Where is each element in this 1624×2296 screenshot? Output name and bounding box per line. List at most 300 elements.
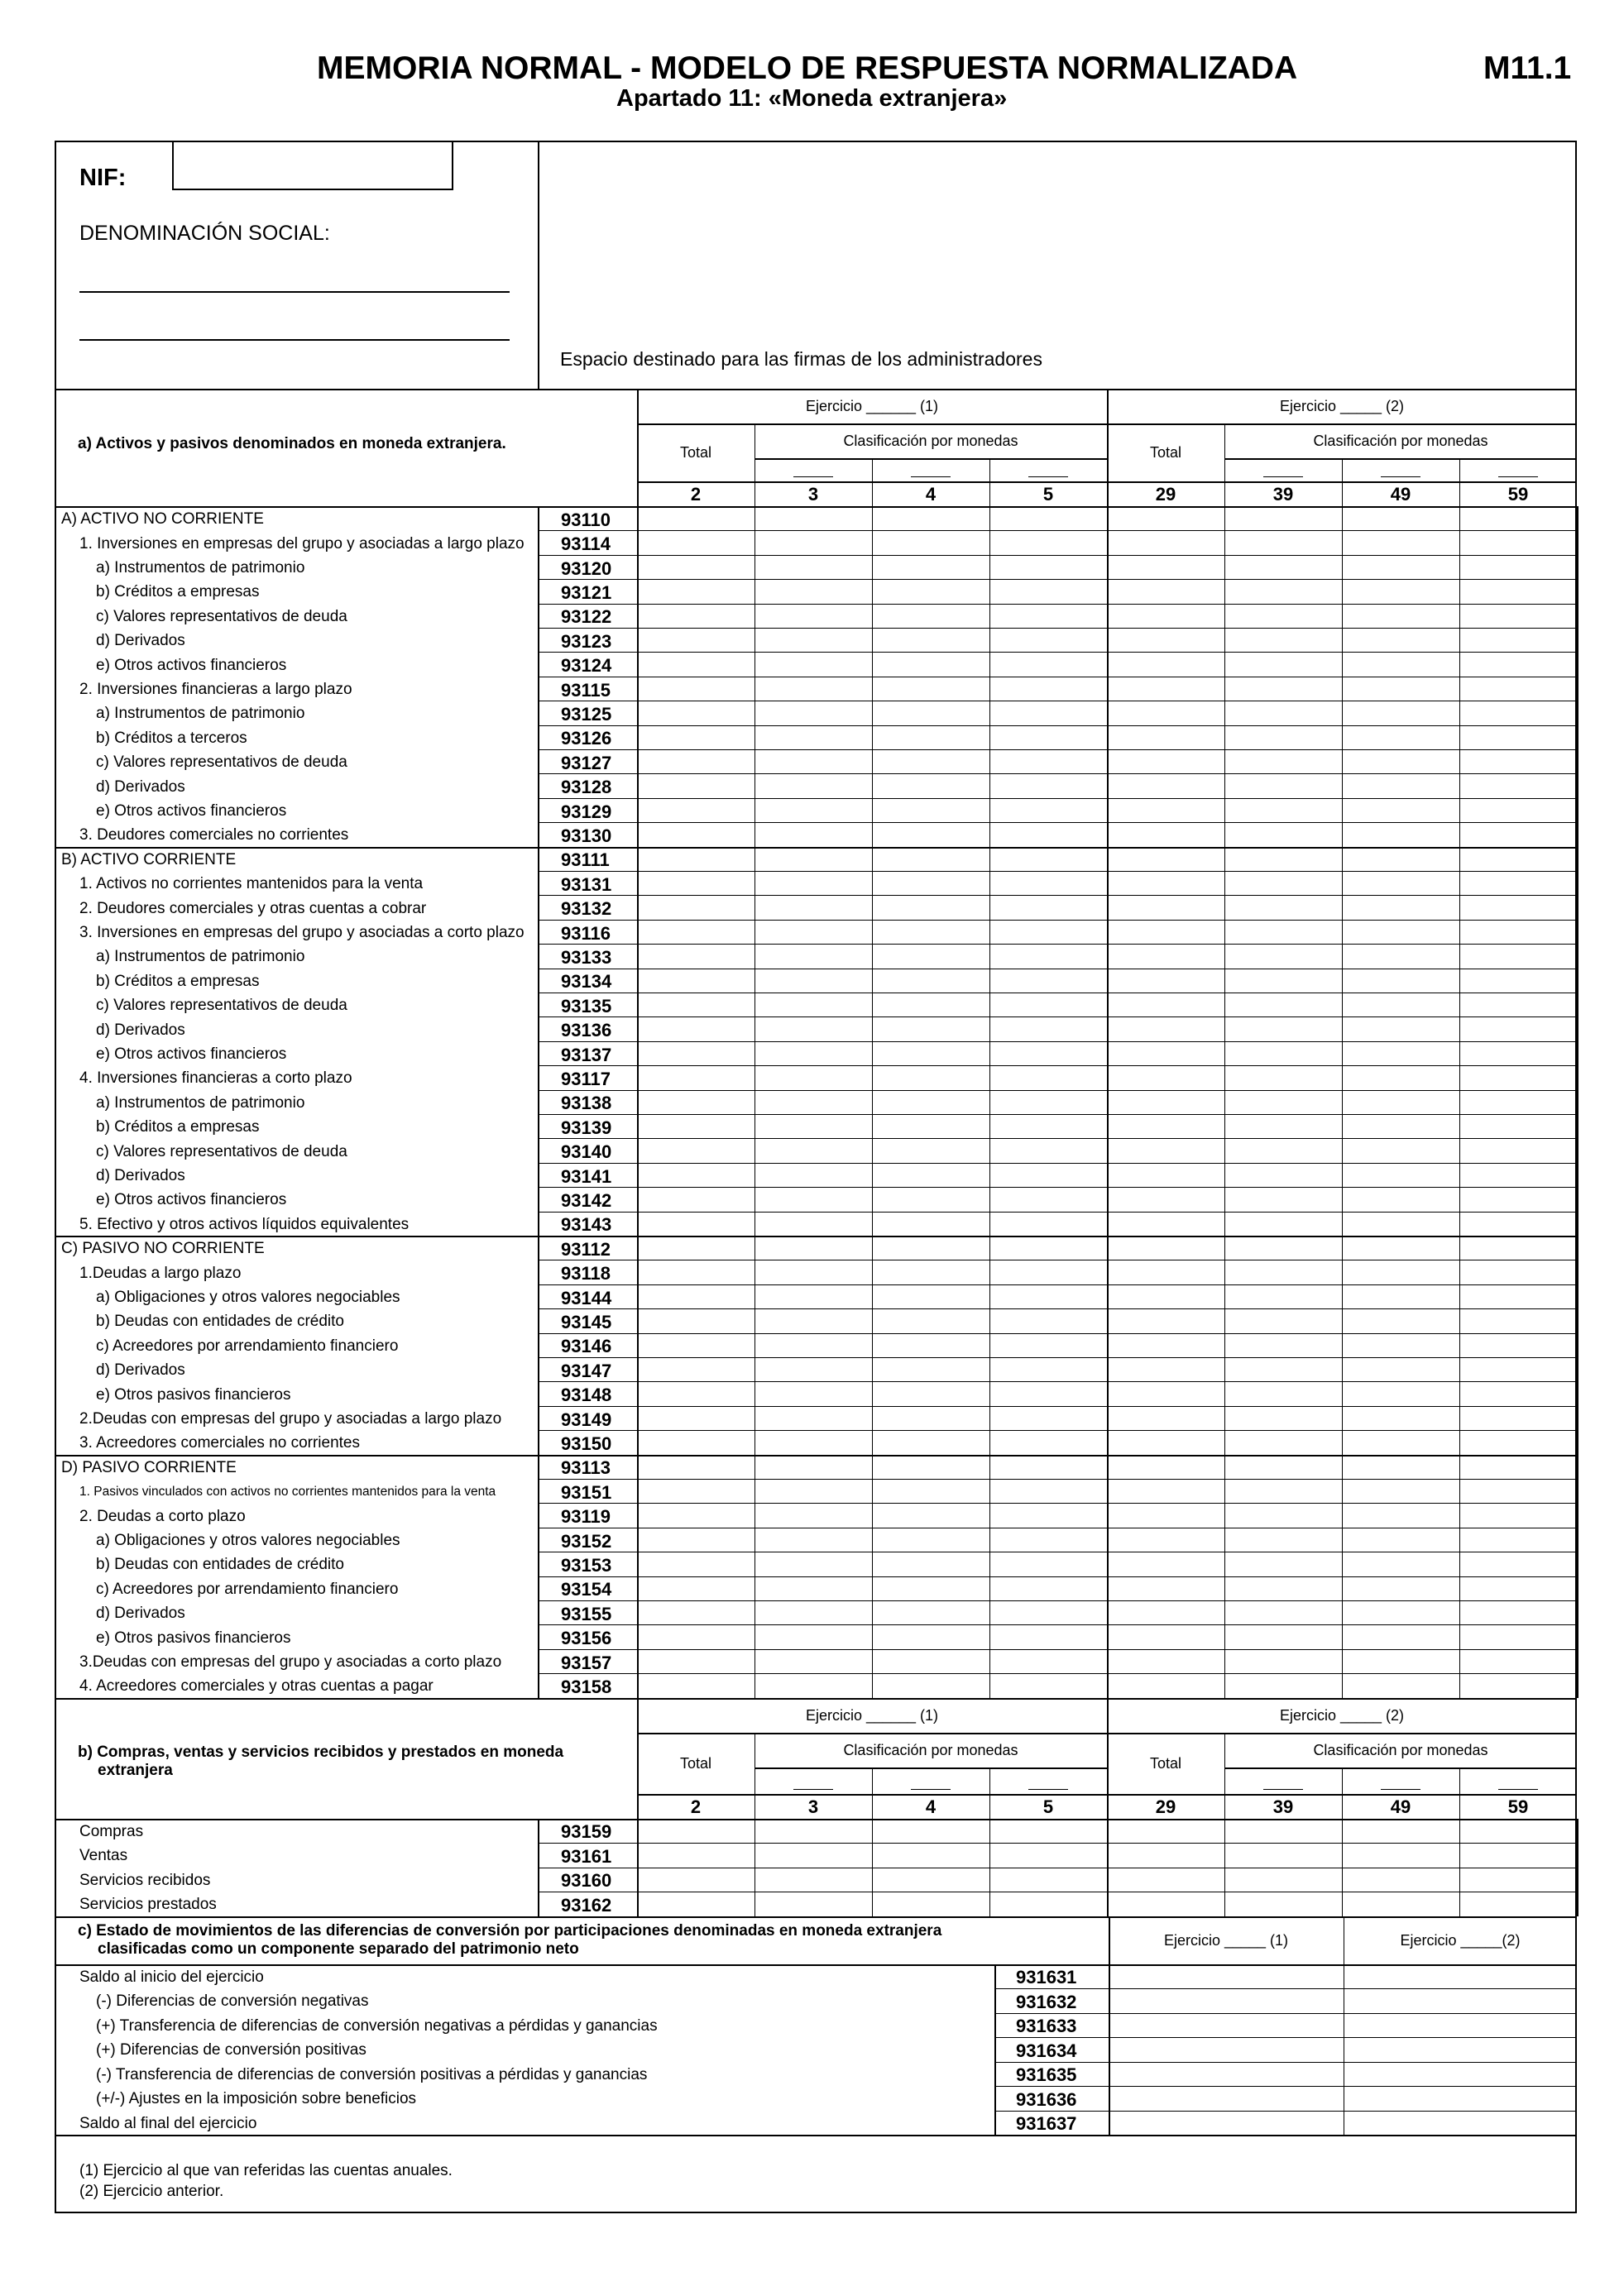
sc-value-cell[interactable] (1109, 2086, 1344, 2111)
sa-value-cell[interactable] (872, 1114, 989, 1138)
sc-value-cell[interactable] (1109, 2037, 1344, 2062)
sa-value-cell[interactable] (637, 1333, 755, 1357)
sa-value-cell[interactable] (637, 1381, 755, 1405)
sa-value-cell[interactable] (637, 1114, 755, 1138)
sc-value-cell[interactable] (1109, 1988, 1344, 2013)
sa-value-cell[interactable] (1107, 677, 1224, 701)
sa-value-cell[interactable] (1342, 1187, 1459, 1211)
sa-value-cell[interactable] (637, 652, 755, 676)
sa-value-cell[interactable] (1107, 506, 1224, 530)
sa-value-cell[interactable] (1107, 1552, 1224, 1576)
sa-value-cell[interactable] (1342, 1065, 1459, 1089)
sa-value-cell[interactable] (1342, 847, 1459, 871)
sb-value-cell[interactable] (637, 1868, 755, 1892)
sa-value-cell[interactable] (755, 969, 872, 993)
sa-value-cell[interactable] (989, 506, 1107, 530)
sc-value-cell[interactable] (1344, 2062, 1577, 2087)
sb-value-cell[interactable] (1459, 1892, 1577, 1916)
sa-value-cell[interactable] (1224, 1163, 1342, 1187)
sa-value-cell[interactable] (1459, 530, 1577, 554)
sa-value-cell[interactable] (989, 993, 1107, 1016)
sa-value-cell[interactable] (637, 1308, 755, 1332)
sa-value-cell[interactable] (872, 506, 989, 530)
sa-value-cell[interactable] (1107, 701, 1224, 725)
sa-value-cell[interactable] (1459, 1503, 1577, 1527)
sa-value-cell[interactable] (1459, 1381, 1577, 1405)
sa-value-cell[interactable] (1107, 1381, 1224, 1405)
sb-value-cell[interactable] (1459, 1819, 1577, 1844)
sa-value-cell[interactable] (989, 1090, 1107, 1114)
sa-value-cell[interactable] (1459, 652, 1577, 676)
sb-value-cell[interactable] (1224, 1819, 1342, 1844)
sa-value-cell[interactable] (1224, 993, 1342, 1016)
sa-value-cell[interactable] (872, 701, 989, 725)
sb-value-cell[interactable] (1107, 1868, 1224, 1892)
sa-value-cell[interactable] (637, 1236, 755, 1260)
sa-value-cell[interactable] (1107, 1212, 1224, 1236)
sa-value-cell[interactable] (872, 1576, 989, 1600)
sa-value-cell[interactable] (872, 555, 989, 579)
sa-value-cell[interactable] (872, 847, 989, 871)
sc-value-cell[interactable] (1344, 2037, 1577, 2062)
sa-value-cell[interactable] (872, 1406, 989, 1430)
sa-value-cell[interactable] (1459, 725, 1577, 749)
sa-value-cell[interactable] (1459, 701, 1577, 725)
sa-value-cell[interactable] (989, 1065, 1107, 1089)
sa-value-cell[interactable] (637, 1065, 755, 1089)
sa-value-cell[interactable] (989, 1236, 1107, 1260)
sc-value-cell[interactable] (1344, 2086, 1577, 2111)
sb-currency-blank[interactable] (793, 1789, 833, 1790)
sa-value-cell[interactable] (989, 1163, 1107, 1187)
sa-value-cell[interactable] (1342, 1090, 1459, 1114)
sa-value-cell[interactable] (1459, 1041, 1577, 1065)
sa-value-cell[interactable] (1224, 944, 1342, 968)
sa-currency-blank[interactable] (911, 476, 951, 477)
sb-value-cell[interactable] (755, 1819, 872, 1844)
sa-value-cell[interactable] (1107, 1187, 1224, 1211)
sa-currency-blank[interactable] (1263, 476, 1303, 477)
sa-value-cell[interactable] (1224, 1308, 1342, 1332)
sa-value-cell[interactable] (1107, 944, 1224, 968)
sa-value-cell[interactable] (1224, 1381, 1342, 1405)
sa-value-cell[interactable] (872, 1187, 989, 1211)
sb-value-cell[interactable] (755, 1868, 872, 1892)
sa-value-cell[interactable] (755, 1552, 872, 1576)
sa-value-cell[interactable] (872, 1138, 989, 1162)
sa-value-cell[interactable] (1342, 677, 1459, 701)
sc-value-cell[interactable] (1344, 1988, 1577, 2013)
sa-value-cell[interactable] (1459, 555, 1577, 579)
sa-value-cell[interactable] (637, 725, 755, 749)
sa-value-cell[interactable] (1342, 1333, 1459, 1357)
sa-value-cell[interactable] (1459, 604, 1577, 628)
sa-value-cell[interactable] (755, 1138, 872, 1162)
sa-value-cell[interactable] (1107, 1430, 1224, 1454)
sa-value-cell[interactable] (872, 1333, 989, 1357)
sa-value-cell[interactable] (989, 1503, 1107, 1527)
sa-value-cell[interactable] (989, 1016, 1107, 1040)
sa-value-cell[interactable] (1459, 1308, 1577, 1332)
sa-value-cell[interactable] (989, 628, 1107, 652)
sa-value-cell[interactable] (1459, 1479, 1577, 1503)
sa-value-cell[interactable] (755, 822, 872, 846)
sa-value-cell[interactable] (1342, 1552, 1459, 1576)
sa-value-cell[interactable] (872, 1503, 989, 1527)
sa-value-cell[interactable] (755, 555, 872, 579)
sa-value-cell[interactable] (637, 749, 755, 773)
sa-value-cell[interactable] (1224, 1576, 1342, 1600)
sa-value-cell[interactable] (989, 1041, 1107, 1065)
sa-value-cell[interactable] (755, 579, 872, 603)
sa-value-cell[interactable] (1224, 677, 1342, 701)
sa-value-cell[interactable] (1224, 1212, 1342, 1236)
sa-value-cell[interactable] (637, 895, 755, 919)
sa-value-cell[interactable] (1224, 1528, 1342, 1552)
sa-value-cell[interactable] (755, 1649, 872, 1673)
sa-value-cell[interactable] (637, 944, 755, 968)
sa-value-cell[interactable] (872, 604, 989, 628)
sa-value-cell[interactable] (1342, 1624, 1459, 1648)
sa-value-cell[interactable] (637, 1187, 755, 1211)
sa-value-cell[interactable] (755, 652, 872, 676)
sb-value-cell[interactable] (1224, 1892, 1342, 1916)
sa-value-cell[interactable] (1342, 1503, 1459, 1527)
sb-value-cell[interactable] (872, 1868, 989, 1892)
sa-value-cell[interactable] (1342, 920, 1459, 944)
sa-value-cell[interactable] (989, 725, 1107, 749)
sa-value-cell[interactable] (872, 993, 989, 1016)
sa-value-cell[interactable] (637, 1016, 755, 1040)
sa-value-cell[interactable] (989, 1673, 1107, 1697)
sc-value-cell[interactable] (1344, 1964, 1577, 1989)
sa-value-cell[interactable] (1107, 1406, 1224, 1430)
sa-value-cell[interactable] (637, 1163, 755, 1187)
sa-value-cell[interactable] (1459, 1187, 1577, 1211)
sa-value-cell[interactable] (755, 1308, 872, 1332)
sa-value-cell[interactable] (1107, 773, 1224, 797)
sa-value-cell[interactable] (1459, 1016, 1577, 1040)
sa-value-cell[interactable] (755, 773, 872, 797)
sb-currency-blank[interactable] (1263, 1789, 1303, 1790)
sa-value-cell[interactable] (1459, 1624, 1577, 1648)
sa-value-cell[interactable] (1107, 1065, 1224, 1089)
sa-value-cell[interactable] (637, 1503, 755, 1527)
sa-value-cell[interactable] (872, 1163, 989, 1187)
sa-value-cell[interactable] (872, 920, 989, 944)
sa-value-cell[interactable] (1224, 822, 1342, 846)
sa-value-cell[interactable] (989, 1138, 1107, 1162)
sa-value-cell[interactable] (1224, 1065, 1342, 1089)
sa-value-cell[interactable] (989, 1576, 1107, 1600)
sb-value-cell[interactable] (755, 1892, 872, 1916)
sa-value-cell[interactable] (872, 1381, 989, 1405)
sa-value-cell[interactable] (755, 506, 872, 530)
sa-value-cell[interactable] (1224, 1503, 1342, 1527)
sb-currency-blank[interactable] (1028, 1789, 1068, 1790)
sa-value-cell[interactable] (1342, 798, 1459, 822)
sa-value-cell[interactable] (637, 1090, 755, 1114)
sa-value-cell[interactable] (1107, 1236, 1224, 1260)
sa-value-cell[interactable] (755, 1600, 872, 1624)
sa-value-cell[interactable] (1107, 1600, 1224, 1624)
sa-value-cell[interactable] (637, 1138, 755, 1162)
sa-value-cell[interactable] (755, 895, 872, 919)
sa-value-cell[interactable] (1459, 895, 1577, 919)
sa-value-cell[interactable] (989, 1333, 1107, 1357)
sa-value-cell[interactable] (755, 944, 872, 968)
sa-value-cell[interactable] (872, 969, 989, 993)
sa-value-cell[interactable] (872, 1236, 989, 1260)
sa-value-cell[interactable] (1107, 993, 1224, 1016)
sa-value-cell[interactable] (1107, 1260, 1224, 1284)
sa-value-cell[interactable] (1224, 1284, 1342, 1308)
sa-value-cell[interactable] (872, 628, 989, 652)
sa-value-cell[interactable] (872, 798, 989, 822)
sa-value-cell[interactable] (1459, 847, 1577, 871)
sa-value-cell[interactable] (1224, 604, 1342, 628)
sa-value-cell[interactable] (1224, 652, 1342, 676)
sa-value-cell[interactable] (1224, 871, 1342, 895)
sa-value-cell[interactable] (1459, 1406, 1577, 1430)
sa-value-cell[interactable] (1224, 920, 1342, 944)
sb-value-cell[interactable] (755, 1843, 872, 1868)
sa-value-cell[interactable] (989, 1552, 1107, 1576)
sa-value-cell[interactable] (637, 1649, 755, 1673)
sa-value-cell[interactable] (1107, 628, 1224, 652)
sa-value-cell[interactable] (637, 1406, 755, 1430)
sa-value-cell[interactable] (1224, 725, 1342, 749)
sa-value-cell[interactable] (755, 725, 872, 749)
sa-value-cell[interactable] (1107, 871, 1224, 895)
sa-value-cell[interactable] (1107, 530, 1224, 554)
sa-value-cell[interactable] (1107, 652, 1224, 676)
sa-value-cell[interactable] (989, 1649, 1107, 1673)
sa-value-cell[interactable] (872, 895, 989, 919)
sa-value-cell[interactable] (989, 822, 1107, 846)
sa-value-cell[interactable] (1107, 1503, 1224, 1527)
sa-currency-blank[interactable] (1498, 476, 1538, 477)
sa-value-cell[interactable] (1107, 895, 1224, 919)
sa-value-cell[interactable] (637, 871, 755, 895)
sa-value-cell[interactable] (1459, 1138, 1577, 1162)
sa-value-cell[interactable] (1224, 1600, 1342, 1624)
sa-value-cell[interactable] (1224, 1552, 1342, 1576)
sa-value-cell[interactable] (1107, 1284, 1224, 1308)
sa-value-cell[interactable] (1459, 1552, 1577, 1576)
sa-value-cell[interactable] (1224, 1260, 1342, 1284)
sa-value-cell[interactable] (1342, 579, 1459, 603)
sa-value-cell[interactable] (1342, 1528, 1459, 1552)
sb-value-cell[interactable] (1107, 1843, 1224, 1868)
sa-value-cell[interactable] (1224, 773, 1342, 797)
sb-value-cell[interactable] (1342, 1892, 1459, 1916)
sa-value-cell[interactable] (755, 1114, 872, 1138)
sb-value-cell[interactable] (989, 1892, 1107, 1916)
sa-value-cell[interactable] (637, 969, 755, 993)
sa-value-cell[interactable] (755, 1430, 872, 1454)
sa-value-cell[interactable] (872, 1090, 989, 1114)
sa-value-cell[interactable] (755, 1016, 872, 1040)
sa-value-cell[interactable] (1342, 1406, 1459, 1430)
sa-value-cell[interactable] (1459, 920, 1577, 944)
sa-value-cell[interactable] (637, 920, 755, 944)
sa-value-cell[interactable] (989, 1381, 1107, 1405)
sa-value-cell[interactable] (872, 1260, 989, 1284)
sa-value-cell[interactable] (1459, 1673, 1577, 1697)
sc-value-cell[interactable] (1109, 2013, 1344, 2038)
sa-value-cell[interactable] (1224, 1090, 1342, 1114)
sa-value-cell[interactable] (872, 652, 989, 676)
sa-value-cell[interactable] (1342, 1041, 1459, 1065)
sa-value-cell[interactable] (637, 579, 755, 603)
sb-value-cell[interactable] (1224, 1843, 1342, 1868)
sb-value-cell[interactable] (637, 1892, 755, 1916)
sa-value-cell[interactable] (1107, 1138, 1224, 1162)
sa-value-cell[interactable] (637, 847, 755, 871)
sa-value-cell[interactable] (637, 1357, 755, 1381)
sa-value-cell[interactable] (755, 1479, 872, 1503)
sa-value-cell[interactable] (1342, 1649, 1459, 1673)
sa-value-cell[interactable] (1107, 1090, 1224, 1114)
sa-value-cell[interactable] (1224, 1187, 1342, 1211)
sa-value-cell[interactable] (1107, 579, 1224, 603)
sa-value-cell[interactable] (1342, 871, 1459, 895)
sa-value-cell[interactable] (1459, 1090, 1577, 1114)
sa-value-cell[interactable] (989, 847, 1107, 871)
sa-value-cell[interactable] (1342, 1260, 1459, 1284)
sa-value-cell[interactable] (1342, 1357, 1459, 1381)
sa-value-cell[interactable] (1459, 1357, 1577, 1381)
sa-value-cell[interactable] (1107, 1163, 1224, 1187)
sa-value-cell[interactable] (1224, 1333, 1342, 1357)
sa-value-cell[interactable] (989, 604, 1107, 628)
sa-value-cell[interactable] (1224, 1649, 1342, 1673)
sa-value-cell[interactable] (1107, 1576, 1224, 1600)
sa-value-cell[interactable] (989, 677, 1107, 701)
sa-value-cell[interactable] (755, 1163, 872, 1187)
sa-value-cell[interactable] (1342, 1284, 1459, 1308)
sa-value-cell[interactable] (637, 530, 755, 554)
sa-value-cell[interactable] (1107, 1308, 1224, 1332)
sa-value-cell[interactable] (1342, 822, 1459, 846)
sa-value-cell[interactable] (755, 1187, 872, 1211)
sa-value-cell[interactable] (755, 1041, 872, 1065)
sa-value-cell[interactable] (989, 1114, 1107, 1138)
denominacion-line-2[interactable] (79, 339, 510, 341)
sa-value-cell[interactable] (637, 628, 755, 652)
sb-value-cell[interactable] (1342, 1819, 1459, 1844)
sa-value-cell[interactable] (872, 1528, 989, 1552)
sa-value-cell[interactable] (1107, 1528, 1224, 1552)
sa-value-cell[interactable] (1459, 1236, 1577, 1260)
sb-value-cell[interactable] (989, 1868, 1107, 1892)
sa-value-cell[interactable] (872, 749, 989, 773)
sa-value-cell[interactable] (872, 1016, 989, 1040)
sa-value-cell[interactable] (872, 1065, 989, 1089)
sa-value-cell[interactable] (1342, 725, 1459, 749)
sa-value-cell[interactable] (1224, 1138, 1342, 1162)
sa-value-cell[interactable] (1107, 749, 1224, 773)
sa-value-cell[interactable] (1342, 1430, 1459, 1454)
sa-value-cell[interactable] (637, 1576, 755, 1600)
sa-value-cell[interactable] (1107, 1455, 1224, 1479)
sa-value-cell[interactable] (872, 773, 989, 797)
sa-value-cell[interactable] (1459, 1455, 1577, 1479)
sb-currency-blank[interactable] (911, 1789, 951, 1790)
sa-value-cell[interactable] (637, 1552, 755, 1576)
sa-value-cell[interactable] (1342, 1381, 1459, 1405)
sa-value-cell[interactable] (1342, 1138, 1459, 1162)
sa-value-cell[interactable] (989, 1624, 1107, 1648)
sa-value-cell[interactable] (872, 1624, 989, 1648)
sa-value-cell[interactable] (755, 1065, 872, 1089)
sa-value-cell[interactable] (637, 1041, 755, 1065)
sa-value-cell[interactable] (1224, 749, 1342, 773)
sa-value-cell[interactable] (1224, 1455, 1342, 1479)
sa-value-cell[interactable] (637, 1284, 755, 1308)
sa-value-cell[interactable] (872, 579, 989, 603)
sb-value-cell[interactable] (1224, 1868, 1342, 1892)
sa-value-cell[interactable] (755, 1333, 872, 1357)
sa-value-cell[interactable] (1342, 604, 1459, 628)
sa-value-cell[interactable] (637, 604, 755, 628)
sa-value-cell[interactable] (1107, 920, 1224, 944)
sa-value-cell[interactable] (637, 1528, 755, 1552)
sa-value-cell[interactable] (1224, 895, 1342, 919)
sa-value-cell[interactable] (1342, 773, 1459, 797)
sa-value-cell[interactable] (989, 1187, 1107, 1211)
sa-value-cell[interactable] (989, 1479, 1107, 1503)
sa-value-cell[interactable] (755, 993, 872, 1016)
sa-value-cell[interactable] (989, 701, 1107, 725)
sa-value-cell[interactable] (989, 1430, 1107, 1454)
sa-value-cell[interactable] (872, 871, 989, 895)
sa-value-cell[interactable] (755, 604, 872, 628)
sa-value-cell[interactable] (1107, 798, 1224, 822)
sa-value-cell[interactable] (1107, 1479, 1224, 1503)
sa-value-cell[interactable] (1342, 652, 1459, 676)
sa-value-cell[interactable] (989, 1284, 1107, 1308)
sa-value-cell[interactable] (755, 1357, 872, 1381)
sa-value-cell[interactable] (1459, 677, 1577, 701)
sa-value-cell[interactable] (1224, 969, 1342, 993)
sb-value-cell[interactable] (1342, 1868, 1459, 1892)
sa-value-cell[interactable] (1342, 555, 1459, 579)
sa-value-cell[interactable] (989, 1528, 1107, 1552)
sa-value-cell[interactable] (755, 1212, 872, 1236)
sa-value-cell[interactable] (1107, 1673, 1224, 1697)
sa-value-cell[interactable] (989, 1455, 1107, 1479)
sa-value-cell[interactable] (1342, 1673, 1459, 1697)
sa-value-cell[interactable] (755, 1381, 872, 1405)
sa-value-cell[interactable] (1459, 798, 1577, 822)
sa-value-cell[interactable] (872, 1673, 989, 1697)
sb-value-cell[interactable] (637, 1819, 755, 1844)
sc-value-cell[interactable] (1344, 2013, 1577, 2038)
sa-value-cell[interactable] (1342, 1479, 1459, 1503)
sa-value-cell[interactable] (1342, 1236, 1459, 1260)
sa-value-cell[interactable] (1224, 1114, 1342, 1138)
sa-currency-blank[interactable] (793, 476, 833, 477)
sb-value-cell[interactable] (872, 1843, 989, 1868)
sa-value-cell[interactable] (1224, 701, 1342, 725)
sa-value-cell[interactable] (1107, 1357, 1224, 1381)
sa-value-cell[interactable] (755, 1284, 872, 1308)
sa-value-cell[interactable] (1459, 1212, 1577, 1236)
sa-value-cell[interactable] (989, 895, 1107, 919)
sa-value-cell[interactable] (1107, 1016, 1224, 1040)
